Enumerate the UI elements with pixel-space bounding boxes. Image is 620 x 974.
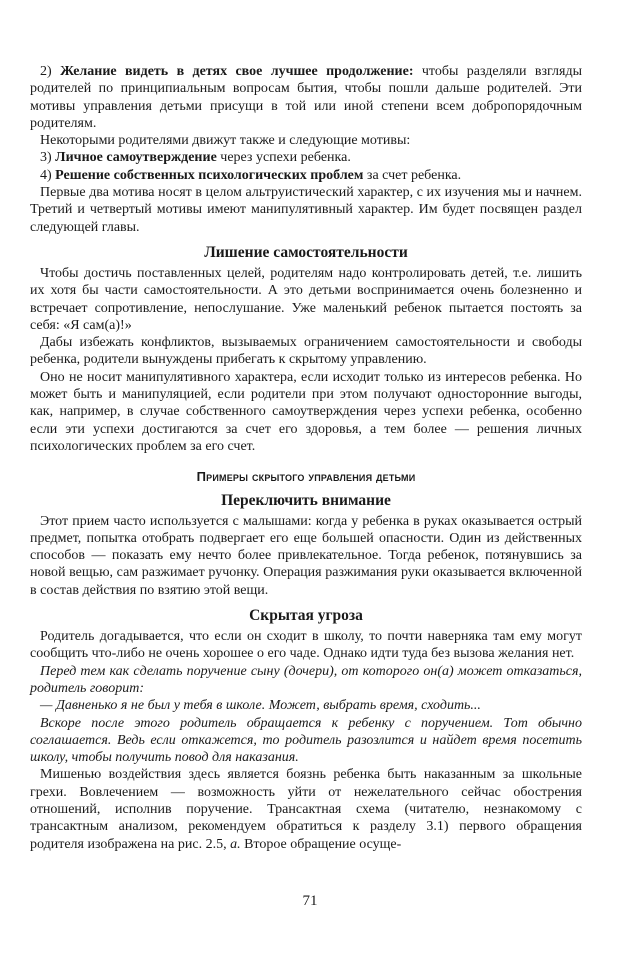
motive-4-title: Решение собственных психологических проблем bbox=[55, 167, 364, 183]
motive-4-text: за счет ребенка. bbox=[366, 167, 462, 183]
motive-3-title: Личное самоутверждение bbox=[55, 150, 217, 166]
page-number: 71 bbox=[302, 893, 318, 909]
paragraph-independence-1: Чтобы достичь поставленных целей, родителям надо контролировать детей, т.е. лишить их хотя бы части самостоятельности. А это детьми воспринимается очень болезненно и встречает сопротивление, непослушание. Уже маленький ребенок пытается постоять за себя: «Я сам(а)!» bbox=[30, 265, 582, 333]
paragraph-independence-3: Оно не носит манипулятивного характера, если исходит только из интересов ребенка. Но может быть и манипуляцией, если родители при этом получают односторонние выгоды, как, например, в случае собственного самоутверждения через успехи ребенка, особенно если эти успехи достигаются за счет его здоровья, а тем более — решения личных психологических проблем за его счет. bbox=[30, 369, 582, 454]
paragraph-motives-summary: Первые два мотива носят в целом альтруистический характер, с их изучения мы и начнем. Третий и четвертый мотивы имеют манипулятивный характер. Им будет посвящен раздел следующей главы. bbox=[30, 185, 582, 235]
motive-3-number: 3) bbox=[40, 150, 52, 166]
heading-hidden-threat: Скрытая угроза bbox=[249, 607, 363, 625]
paragraph-motive-3 bbox=[30, 149, 582, 166]
paragraph-threat-4-italic: Вскоре после этого родитель обращается к ребенку с поручением. Тот обычно соглашается. Ведь если откажется, то родитель разозлится и найдет время посетить школу, чтобы получить повод для наказания. bbox=[30, 715, 582, 766]
heading-hidden-control-examples: Примеры скрытого управления детьми bbox=[196, 469, 416, 485]
motive-3-text: через успехи ребенка. bbox=[220, 150, 351, 166]
heading-switch-attention: Переключить внимание bbox=[221, 491, 391, 509]
motive-2-text: чтобы разделяли взгляды родителей по принципиальным вопросам бытия, чтобы пошли дальше родителей. Эти мотивы управления детьми присущи в той или иной степени всем добропорядочным родителям. bbox=[30, 64, 583, 131]
heading-deprivation-of-independence: Лишение самостоятельности bbox=[204, 243, 408, 261]
threat-5-text: Мишенью воздействия здесь является боязнь ребенка быть наказанным за школьные грехи. Вовлечением — возможность уйти от нежелательного сейчас обострения отношений, исполнив поручение. Трансактная схема (читателю, незнакомому с трансактным анализом, рекомендуем обратиться к разделу 3.1) первого обращения родителя изображена на рис. 2.5, bbox=[30, 767, 582, 852]
paragraph-threat-5 bbox=[30, 766, 582, 852]
paragraph-other-motives: Некоторыми родителями движут также и следующие мотивы: bbox=[40, 133, 411, 149]
paragraph-motive-2 bbox=[30, 63, 582, 132]
paragraph-independence-2: Дабы избежать конфликтов, вызываемых ограничением самостоятельности и свободы ребенка, родители вынуждены прибегать к скрытому управлению. bbox=[30, 335, 582, 368]
motive-2-number: 2) bbox=[40, 64, 52, 79]
threat-5-end: Второе обращение осуще- bbox=[244, 836, 402, 852]
paragraph-threat-2-italic: Перед тем как сделать поручение сыну (дочери), от которого он(а) может отказаться, родитель говорит: bbox=[30, 663, 582, 696]
motive-2-title: Желание видеть в детях свое лучшее продолжение: bbox=[60, 64, 414, 79]
paragraph-switch-attention: Этот прием часто используется с малышами: когда у ребенка в руках оказывается острый предмет, попытка отобрать подвергает его еще большей опасности. Один из действенных способов — показать ему нечто более привлекательное. Тогда ребенок, потянувшись за новой вещью, сам разжимает ручонку. Операция разжимания руки оказывается включенной в состав действия по взятию этой вещи. bbox=[30, 513, 582, 598]
paragraph-threat-1: Родитель догадывается, что если он сходит в школу, то почти наверняка там ему могут сообщить что-либо не очень хорошее о его чаде. Однако идти туда без вызова желания нет. bbox=[30, 629, 582, 662]
paragraph-threat-3-dialogue: — Давненько я не был у тебя в школе. Может, выбрать время, сходить... bbox=[40, 698, 481, 714]
motive-4-number: 4) bbox=[40, 167, 52, 183]
paragraph-motive-4 bbox=[30, 167, 582, 184]
figure-reference: а. bbox=[230, 836, 241, 852]
